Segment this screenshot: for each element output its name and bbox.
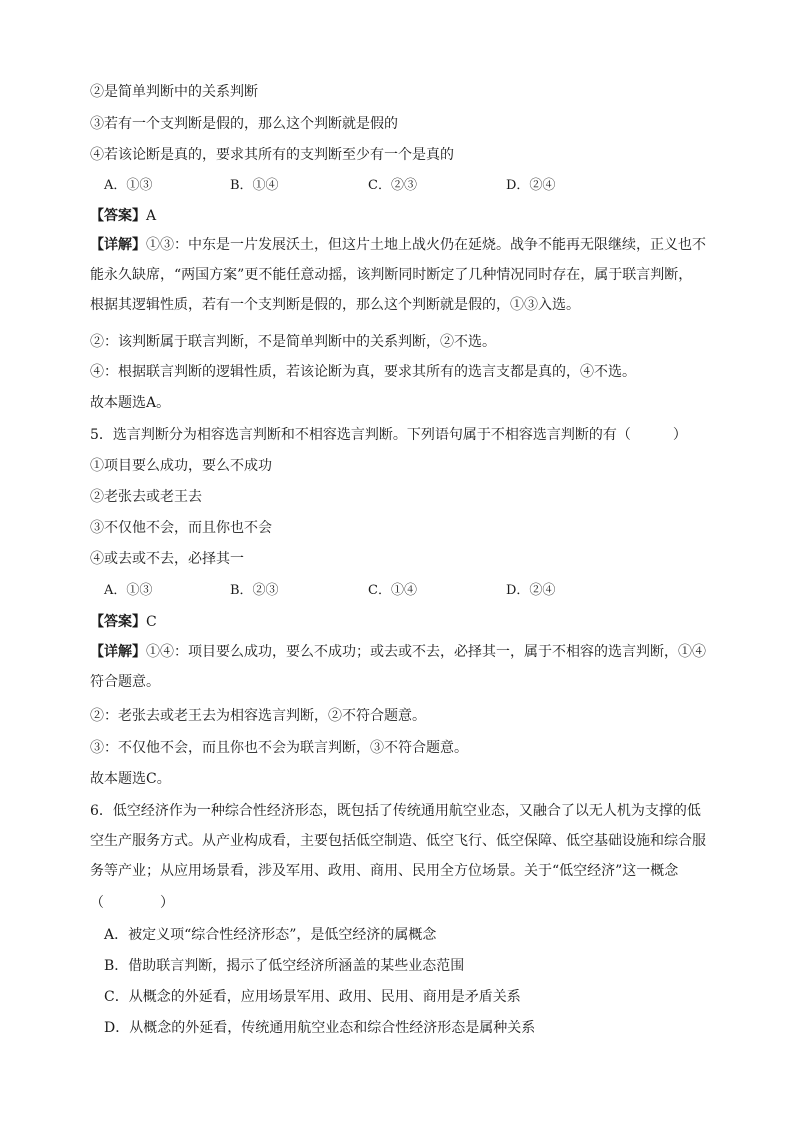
q5-conclusion: 故本题选C。: [90, 771, 171, 787]
prev-note-2: ②：该判断属于联言判断，不是简单判断中的关系判断，②不选。: [90, 334, 496, 350]
q5-answer-value: C: [146, 614, 157, 630]
q5-note-2: ②：老张去或老王去为相容选言判断，②不符合题意。: [90, 708, 426, 724]
q5-option-b: B．②③: [230, 583, 279, 598]
prev-answer-label: 【答案】: [90, 208, 146, 224]
prev-option-b: B．①④: [230, 178, 279, 193]
prev-question-item-3: ③若有一个支判断是假的，那么这个判断就是假的: [90, 116, 398, 132]
q5-option-a: A．①③: [104, 583, 153, 598]
q6-choice-b: B．借助联言判断，揭示了低空经济所涵盖的某些业态范围: [104, 958, 465, 974]
q5-note-3: ③：不仅他不会，而且你也不会为联言判断，③不符合题意。: [90, 740, 468, 756]
prev-detail: [90, 230, 706, 320]
prev-option-a: A．①③: [104, 178, 153, 193]
q6-choice-d: D．从概念的外延看，传统通用航空业态和综合性经济形态是属种关系: [104, 1020, 536, 1036]
question5-item-3: ③不仅他不会，而且你也不会: [90, 520, 272, 536]
prev-question-item-2: ②是简单判断中的关系判断: [90, 84, 258, 100]
question6-blank: （ ）: [90, 895, 174, 911]
q5-answer-label: 【答案】: [90, 614, 146, 630]
prev-question-item-4: ④若该论断是真的，要求其所有的支判断至少有一个是真的: [90, 147, 454, 163]
prev-answer-line: [90, 207, 156, 225]
question5-item-4: ④或去或不去，必择其一: [90, 551, 244, 567]
q6-choice-c: C．从概念的外延看，应用场景军用、政用、民用、商用是矛盾关系: [104, 989, 521, 1005]
prev-detail-text: ①③：中东是一片发展沃土，但这片土地上战火仍在延烧。战争不能再无限继续，正义也不能永久缺席，“两国方案”更不能任意动摇，该判断同时断定了几种情况同时存在，属于联言判断，根据其逻辑性质，若有一个支判断是假的，那么这个判断就是假的，①③入选。: [90, 237, 706, 313]
question5-item-2: ②老张去或老王去: [90, 489, 202, 505]
prev-answer-value: A: [146, 208, 157, 224]
q5-detail-text: ①④：项目要么成功，要么不成功；或去或不去，必择其一，属于不相容的选言判断，①④符合题意。: [90, 644, 706, 690]
prev-option-d: D．②④: [506, 178, 556, 193]
prev-conclusion: 故本题选A。: [90, 395, 171, 411]
question5-item-1: ①项目要么成功，要么不成功: [90, 458, 272, 474]
question6-stem: 6．低空经济作为一种综合性经济形态，既包括了传统通用航空业态，又融合了以无人机为支撑的低空生产服务方式。从产业构成看，主要包括低空制造、低空飞行、低空保障、低空基础设施和综合服务等产业；从应用场景看，涉及军用、政用、商用、民用全方位场景。关于“低空经济”这一概念: [90, 803, 706, 879]
q5-option-c: C．①④: [368, 583, 417, 598]
prev-detail-label: 【详解】: [90, 237, 146, 253]
q6-choice-a: A．被定义项“综合性经济形态”，是低空经济的属概念: [104, 927, 437, 943]
q5-answer-line: [90, 613, 157, 631]
prev-option-c: C．②③: [368, 178, 417, 193]
q5-detail: [90, 637, 706, 697]
question5-stem: 5．选言判断分为相容选言判断和不相容选言判断。下列语句属于不相容选言判断的有（ ）: [90, 427, 687, 443]
q5-option-d: D．②④: [506, 583, 556, 598]
q5-detail-label: 【详解】: [90, 644, 146, 660]
prev-note-4: ④：根据联言判断的逻辑性质，若该论断为真，要求其所有的选言支都是真的，④不选。: [90, 364, 636, 380]
